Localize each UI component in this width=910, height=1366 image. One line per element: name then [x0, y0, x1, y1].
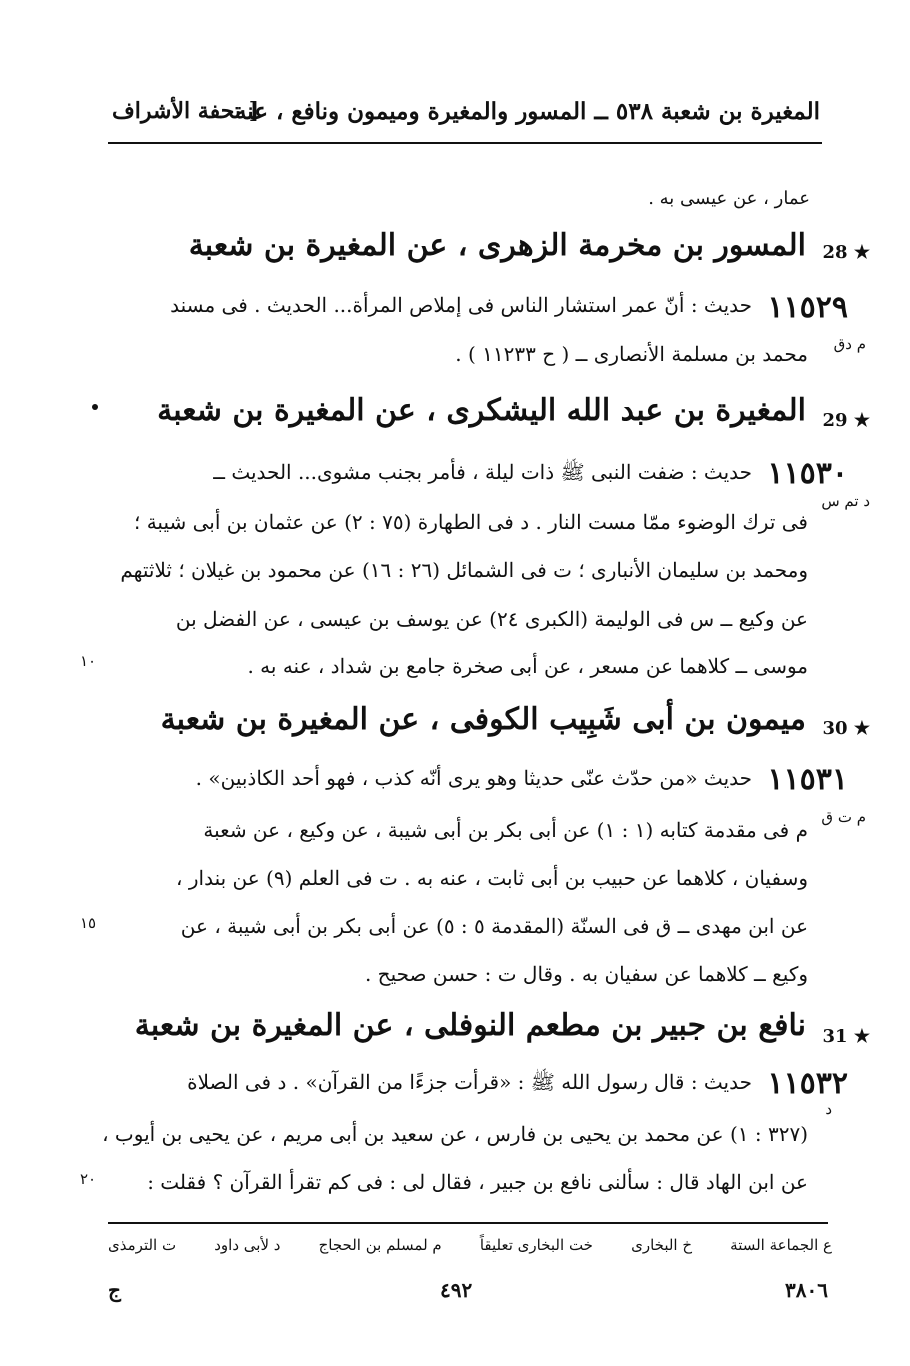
footnote-key-item: م لمسلم بن الحجاج [318, 1236, 442, 1254]
hadith-11529-margin-label: م دق [833, 335, 866, 353]
page-number: ٤٩٢ [440, 1278, 473, 1302]
hadith-11531-line-4: عن ابن مهدى ــ ق فى السنّة (المقدمة ٥ : ٥) عن أبى بكر بن أبى شيبة ، عن [180, 914, 808, 938]
hadith-11529-line-2: محمد بن مسلمة الأنصارى ــ ( ح ١١٢٣٣ ) . [455, 342, 808, 366]
hadith-11532-line-3: عن ابن الهاد قال : سألنى نافع بن جبير ، فقال لى : فى كم تقرأ القرآن ؟ فقلت : [147, 1170, 808, 1194]
section-31-title: نافع بن جبير بن مطعم النوفلى ، عن المغيرة بن شعبة [134, 1008, 806, 1043]
section-28-title: المسور بن مخرمة الزهرى ، عن المغيرة بن شعبة [188, 228, 806, 263]
line-number-20: ٢٠ [80, 1170, 97, 1188]
margin-dot [92, 404, 98, 410]
line-number-15: ١٥ [80, 914, 97, 932]
hadith-11529-line-1: حديث : أنّ عمر استشار الناس فى إملاص المرأة... الحديث . فى مسند [170, 293, 752, 317]
footnote-key-row [108, 1236, 832, 1254]
hadith-11531-line-5: وكيع ــ كلاهما عن سفيان به . وقال ت : حسن صحيح . [364, 962, 808, 986]
hadith-11531-line-1: حديث «من حدّث عنّى حديثا وهو يرى أنّه كذب ، فهو أحد الكاذبين» . [195, 766, 752, 790]
footnote-key-item: خت البخارى تعليقاً [479, 1236, 593, 1254]
section-28-number: 28 ★ [822, 242, 870, 263]
hadith-11530-line-1: حديث : ضفت النبى ﷺ ذات ليلة ، فأمر بجنب مشوى... الحديث ــ [213, 460, 752, 484]
section-29-title: المغيرة بن عبد الله اليشكرى ، عن المغيرة بن شعبة [157, 393, 806, 428]
footnote-key-item: خ البخارى [631, 1236, 693, 1254]
hadith-11530-line-5: موسى ــ كلاهما عن مسعر ، عن أبى صخرة جامع بن شداد ، عنه به . [247, 654, 808, 678]
hadith-11531-margin-label: م ت ق [821, 808, 866, 826]
hadith-11532-number: ١١٥٣٢ [767, 1066, 848, 1101]
hadith-11531-line-2: م فى مقدمة كتابه (١ : ١) عن أبى بكر بن أبى شيبة ، عن وكيع ، عن شعبة [203, 818, 808, 842]
hadith-11530-number: ١١٥٣٠ [767, 456, 848, 491]
section-30-title: ميمون بن أبى شَبِيب الكوفى ، عن المغيرة بن شعبة [160, 702, 806, 737]
footer-right-number: ٣٨٠٦ [785, 1278, 828, 1302]
footnote-key-item: د لأبى داود [214, 1236, 281, 1254]
section-31-number: 31 ★ [822, 1026, 870, 1047]
footer-left-letter: ج [108, 1278, 121, 1302]
section-29-number: 29 ★ [822, 410, 870, 431]
section-30-number: 30 ★ [822, 718, 870, 739]
header-rule [108, 142, 822, 144]
hadith-11532-line-1: حديث : قال رسول الله ﷺ : «قرأت جزءًا من القرآن» . د فى الصلاة [187, 1070, 752, 1094]
hadith-11532-margin-label: د [825, 1100, 832, 1118]
footnote-rule [108, 1222, 828, 1224]
hadith-11531-number: ١١٥٣١ [767, 762, 848, 797]
hadith-11530-line-3: ومحمد بن سليمان الأنبارى ؛ ت فى الشمائل (٢٦ : ١٦) عن محمود بن غيلان ؛ ثلاثتهم [120, 558, 808, 582]
intro-line: عمار ، عن عيسى به . [648, 188, 810, 209]
hadith-11531-line-3: وسفيان ، كلاهما عن حبيب بن أبى ثابت ، عنه به . ت فى العلم (٩) عن بندار ، [176, 866, 808, 890]
line-number-10: ١٠ [80, 652, 97, 670]
footnote-key-item: ت الترمذى [108, 1236, 177, 1254]
running-header-right: المغيرة بن شعبة ٥٣٨ ــ المسور والمغيرة وميمون ونافع ، عنه [234, 98, 820, 125]
hadith-11529-number: ١١٥٢٩ [767, 290, 848, 325]
footnote-key-item: ع الجماعة الستة [730, 1236, 832, 1254]
hadith-11530-line-2: فى ترك الوضوء ممّا مست النار . د فى الطهارة (٧٥ : ٢) عن عثمان بن أبى شيبة ؛ [133, 510, 808, 534]
hadith-11532-line-2: (٣٢٧ : ١) عن محمد بن يحيى بن فارس ، عن سعيد بن أبى مريم ، عن يحيى بن أيوب ، [102, 1122, 808, 1146]
running-header-left: [ تحفة الأشراف [112, 98, 260, 124]
hadith-11530-line-4: عن وكيع ــ س فى الوليمة (الكبرى ٢٤) عن يوسف بن عيسى ، عن الفضل بن [175, 607, 808, 631]
hadith-11530-margin-label: د تم س [821, 492, 870, 510]
